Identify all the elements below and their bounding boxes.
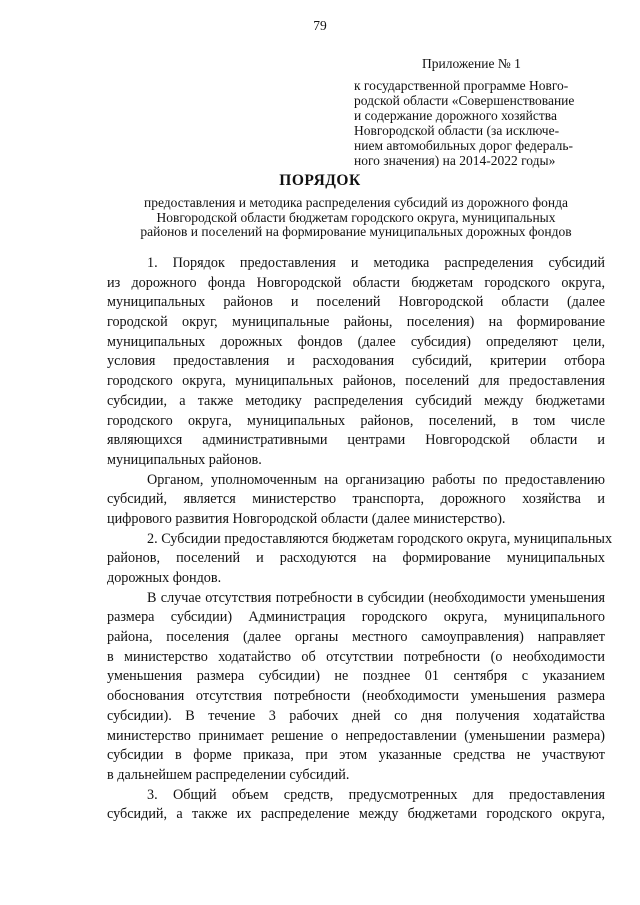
paragraph-line: городского округа, муниципальных районов, поселений для предоставления	[107, 373, 605, 390]
page-number: 79	[313, 18, 327, 33]
paragraph-line: муниципальных районов и поселений Новгородской области (далее	[107, 294, 605, 311]
paragraph-line: городской округ, муниципальные районы, поселения) на формирование	[107, 314, 605, 331]
appendix-line: нием автомобильных дорог федераль-	[354, 138, 574, 153]
body-paragraph	[107, 530, 613, 589]
appendix-line: к государственной программе Новго-	[354, 78, 569, 93]
paragraph-line: 2. Субсидии предоставляются бюджетам городского округа, муниципальных	[147, 530, 613, 547]
body-paragraph	[107, 254, 605, 471]
paragraph-line: 1. Порядок предоставления и методика распределения субсидий	[147, 255, 605, 271]
paragraph-line: городского округа, муниципальных районов, поселений, в том числе	[107, 412, 605, 429]
paragraph-line: районов, поселений и расходуются на формирование муниципальных	[107, 550, 605, 567]
body-paragraph	[107, 471, 605, 530]
subtitle-line: предоставления и методика распределения субсидий из дорожного фонда	[143, 195, 569, 210]
paragraph-line: из дорожного фонда Новгородской области бюджетам городского округа,	[107, 274, 605, 291]
subtitle-line: районов и поселений на формирование муниципальных дорожных фондов	[140, 224, 572, 239]
paragraph-line: района, поселения (далее органы местного самоуправления) направляет	[107, 629, 605, 646]
appendix-line: и содержание дорожного хозяйства	[354, 108, 557, 123]
appendix-block	[354, 56, 614, 168]
paragraph-line: министерство принимает решение о непредоставлении (уменьшении размера)	[107, 727, 605, 744]
body-paragraph	[107, 786, 605, 825]
paragraph-line: размера субсидии) Администрация городского округа, муниципального	[107, 609, 605, 626]
paragraph-line: субсидии в форме приказа, при этом указанные средства не участвуют	[107, 747, 605, 764]
paragraph-line: уменьшения размера субсидии) не позднее 01 сентября с указанием	[107, 668, 605, 685]
paragraph-line: обоснования отсутствия потребности (необходимости уменьшения размера	[107, 688, 605, 705]
paragraph-line: дорожных фондов.	[107, 570, 222, 586]
appendix-line: ного значения) на 2014-2022 годы»	[354, 153, 556, 168]
paragraph-line: Органом, уполномоченным на организацию работы по предоставлению	[147, 471, 605, 488]
paragraph-line: условия предоставления и расходования субсидий, критерии отбора	[107, 353, 605, 370]
paragraph-line: цифрового развития Новгородской области (далее министерство).	[107, 510, 506, 527]
paragraph-line: субсидии, а также методику распределения субсидий между бюджетами	[107, 392, 605, 409]
body-paragraph	[107, 589, 605, 786]
paragraph-line: муниципальных дорожных фондов (далее субсидия) определяют цели,	[107, 333, 605, 350]
paragraph-line: в министерство ходатайство об отсутствии потребности (о необходимости	[107, 648, 605, 665]
paragraph-line: В случае отсутствия потребности в субсидии (необходимости уменьшения	[147, 589, 605, 606]
paragraph-line: субсидии). В течение 3 рабочих дней со дня получения ходатайства	[107, 707, 605, 724]
appendix-line: Новгородской области (за исключе-	[354, 123, 560, 138]
document-body	[107, 254, 613, 825]
document-title: ПОРЯДОК	[279, 172, 361, 189]
paragraph-line: являющихся административными центрами Новгородской области и	[107, 432, 605, 449]
paragraph-line: субсидий, а также их распределение между бюджетами городского округа,	[107, 806, 605, 823]
paragraph-line: муниципальных районов.	[107, 451, 262, 468]
paragraph-line: в дальнейшем распределении субсидий.	[107, 766, 350, 783]
paragraph-line: 3. Общий объем средств, предусмотренных для предоставления	[147, 786, 605, 803]
appendix-title: Приложение № 1	[422, 56, 521, 71]
appendix-line: родской области «Совершенствование	[354, 93, 575, 108]
paragraph-line: субсидий, является министерство транспорта, дорожного хозяйства и	[107, 491, 605, 508]
document-subtitle	[96, 196, 616, 240]
subtitle-line: Новгородской области бюджетам городского округа, муниципальных	[156, 209, 556, 225]
